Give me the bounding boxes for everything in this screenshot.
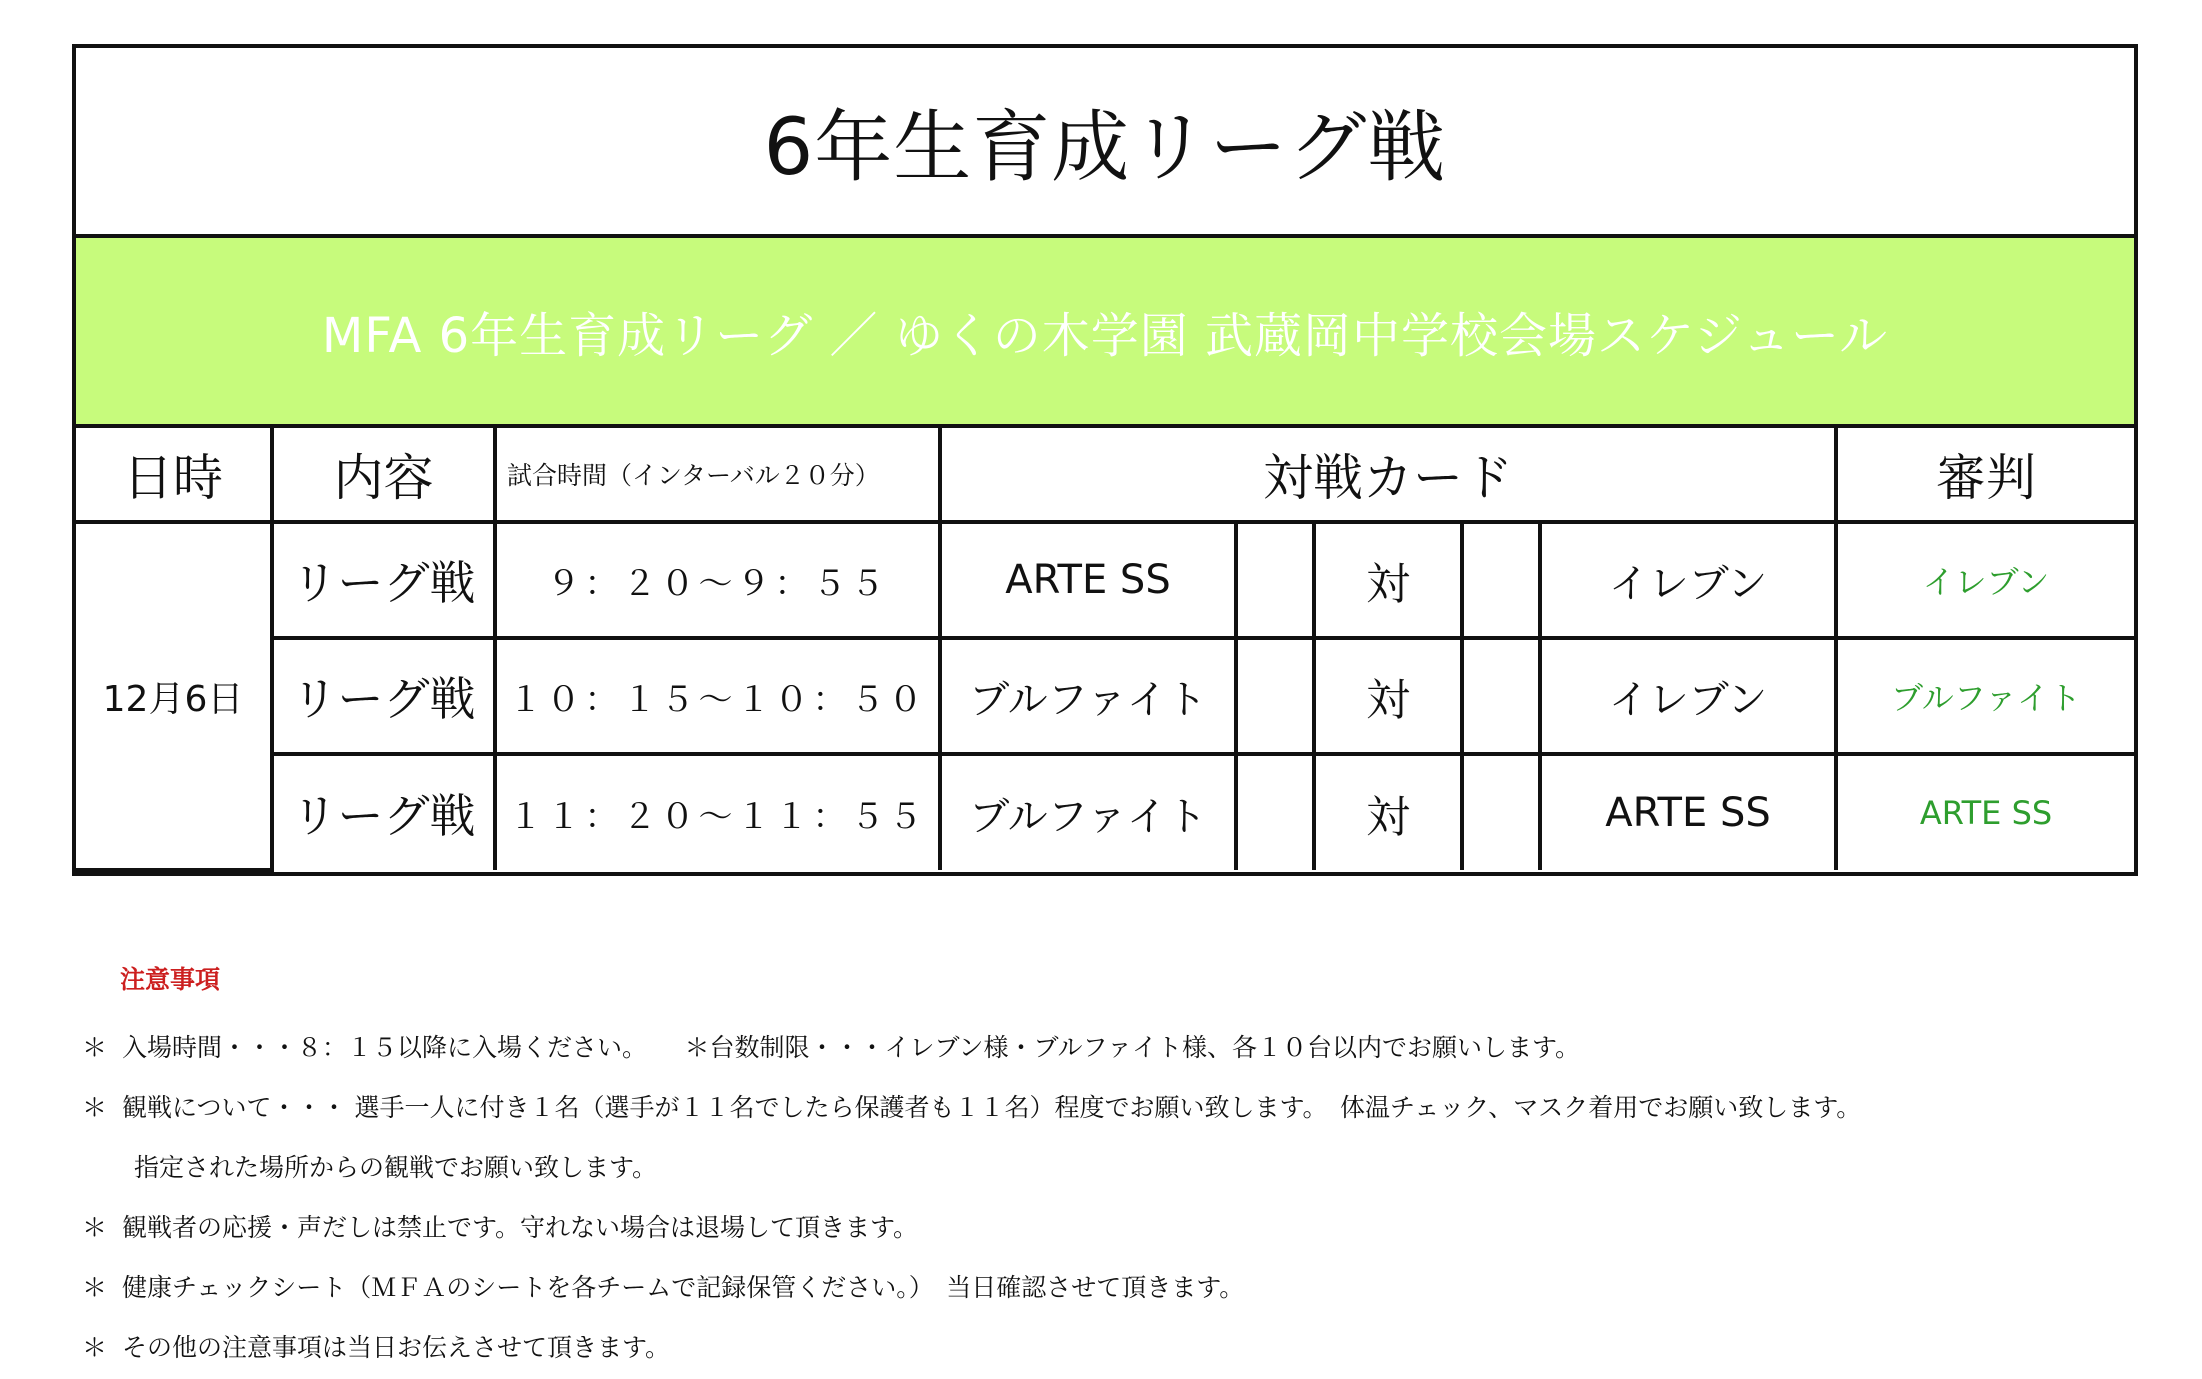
note-item bbox=[82, 1078, 2122, 1138]
bullet-asterisk: ＊ bbox=[82, 1333, 108, 1362]
referee-team: ARTE SS bbox=[1836, 754, 2134, 870]
schedule-subtitle: MFA 6年生育成リーグ ／ ゆくの木学園 武蔵岡中学校会場スケジュール bbox=[76, 238, 2134, 428]
home-team: ブルファイト bbox=[940, 754, 1236, 870]
match-time: １０：１５～１０：５０ bbox=[495, 638, 940, 754]
blank-cell bbox=[1462, 522, 1540, 638]
away-team: イレブン bbox=[1540, 522, 1836, 638]
note-item bbox=[82, 1258, 2122, 1318]
note-text: 観戦者の応援・声だしは禁止です。守れない場合は退場して頂きます。 bbox=[122, 1213, 919, 1242]
table-row bbox=[76, 522, 2134, 638]
bullet-asterisk: ＊ bbox=[82, 1033, 108, 1062]
match-time: ９：２０～９：５５ bbox=[495, 522, 940, 638]
note-text: 観戦について・・・ 選手一人に付き１名（選手が１１名でしたら保護者も１１名）程度でお願い致します。 体温チェック、マスク着用でお願い致します。 bbox=[122, 1093, 1862, 1122]
schedule-sheet bbox=[72, 44, 2138, 876]
home-team: ARTE SS bbox=[940, 522, 1236, 638]
table-row bbox=[76, 638, 2134, 754]
versus-label: 対 bbox=[1314, 754, 1462, 870]
bullet-asterisk: ＊ bbox=[82, 1213, 108, 1242]
home-team: ブルファイト bbox=[940, 638, 1236, 754]
match-kind: リーグ戦 bbox=[272, 522, 495, 638]
note-item-continued bbox=[82, 1138, 2122, 1198]
blank-cell bbox=[1236, 522, 1314, 638]
note-text: 入場時間・・・８：１５以降に入場ください。 ＊台数制限・・・イレブン様・ブルファイト様、各１０台以内でお願いします。 bbox=[122, 1033, 1581, 1062]
note-item bbox=[82, 1198, 2122, 1258]
schedule-table bbox=[76, 428, 2134, 872]
header-content: 内容 bbox=[272, 428, 495, 522]
note-item bbox=[82, 1018, 2122, 1078]
blank-cell bbox=[1236, 638, 1314, 754]
page-title: 6年生育成リーグ戦 bbox=[76, 48, 2134, 238]
blank-cell bbox=[1236, 754, 1314, 870]
note-text: 指定された場所からの観戦でお願い致します。 bbox=[134, 1153, 658, 1182]
notes-heading: 注意事項 bbox=[120, 965, 221, 994]
header-match-time: 試合時間（インターバル２０分） bbox=[495, 428, 940, 522]
away-team: ARTE SS bbox=[1540, 754, 1836, 870]
match-kind: リーグ戦 bbox=[272, 754, 495, 870]
away-team: イレブン bbox=[1540, 638, 1836, 754]
table-header-row bbox=[76, 428, 2134, 522]
note-item bbox=[82, 1318, 2122, 1378]
header-referee: 審判 bbox=[1836, 428, 2134, 522]
notes-section bbox=[82, 958, 2122, 1378]
header-date: 日時 bbox=[76, 428, 272, 522]
blank-cell bbox=[1462, 754, 1540, 870]
referee-team: ブルファイト bbox=[1836, 638, 2134, 754]
note-text: その他の注意事項は当日お伝えさせて頂きます。 bbox=[122, 1333, 671, 1362]
bullet-asterisk: ＊ bbox=[82, 1093, 108, 1122]
versus-label: 対 bbox=[1314, 638, 1462, 754]
match-date: 12月6日 bbox=[76, 522, 272, 870]
blank-cell bbox=[1462, 638, 1540, 754]
match-kind: リーグ戦 bbox=[272, 638, 495, 754]
note-text: 健康チェックシート（ＭＦＡのシートを各チームで記録保管ください。） 当日確認させて頂きます。 bbox=[122, 1273, 1245, 1302]
match-time: １１：２０～１１：５５ bbox=[495, 754, 940, 870]
bullet-asterisk: ＊ bbox=[82, 1273, 108, 1302]
referee-team: イレブン bbox=[1836, 522, 2134, 638]
header-matchup: 対戦カード bbox=[940, 428, 1836, 522]
versus-label: 対 bbox=[1314, 522, 1462, 638]
table-row bbox=[76, 754, 2134, 870]
